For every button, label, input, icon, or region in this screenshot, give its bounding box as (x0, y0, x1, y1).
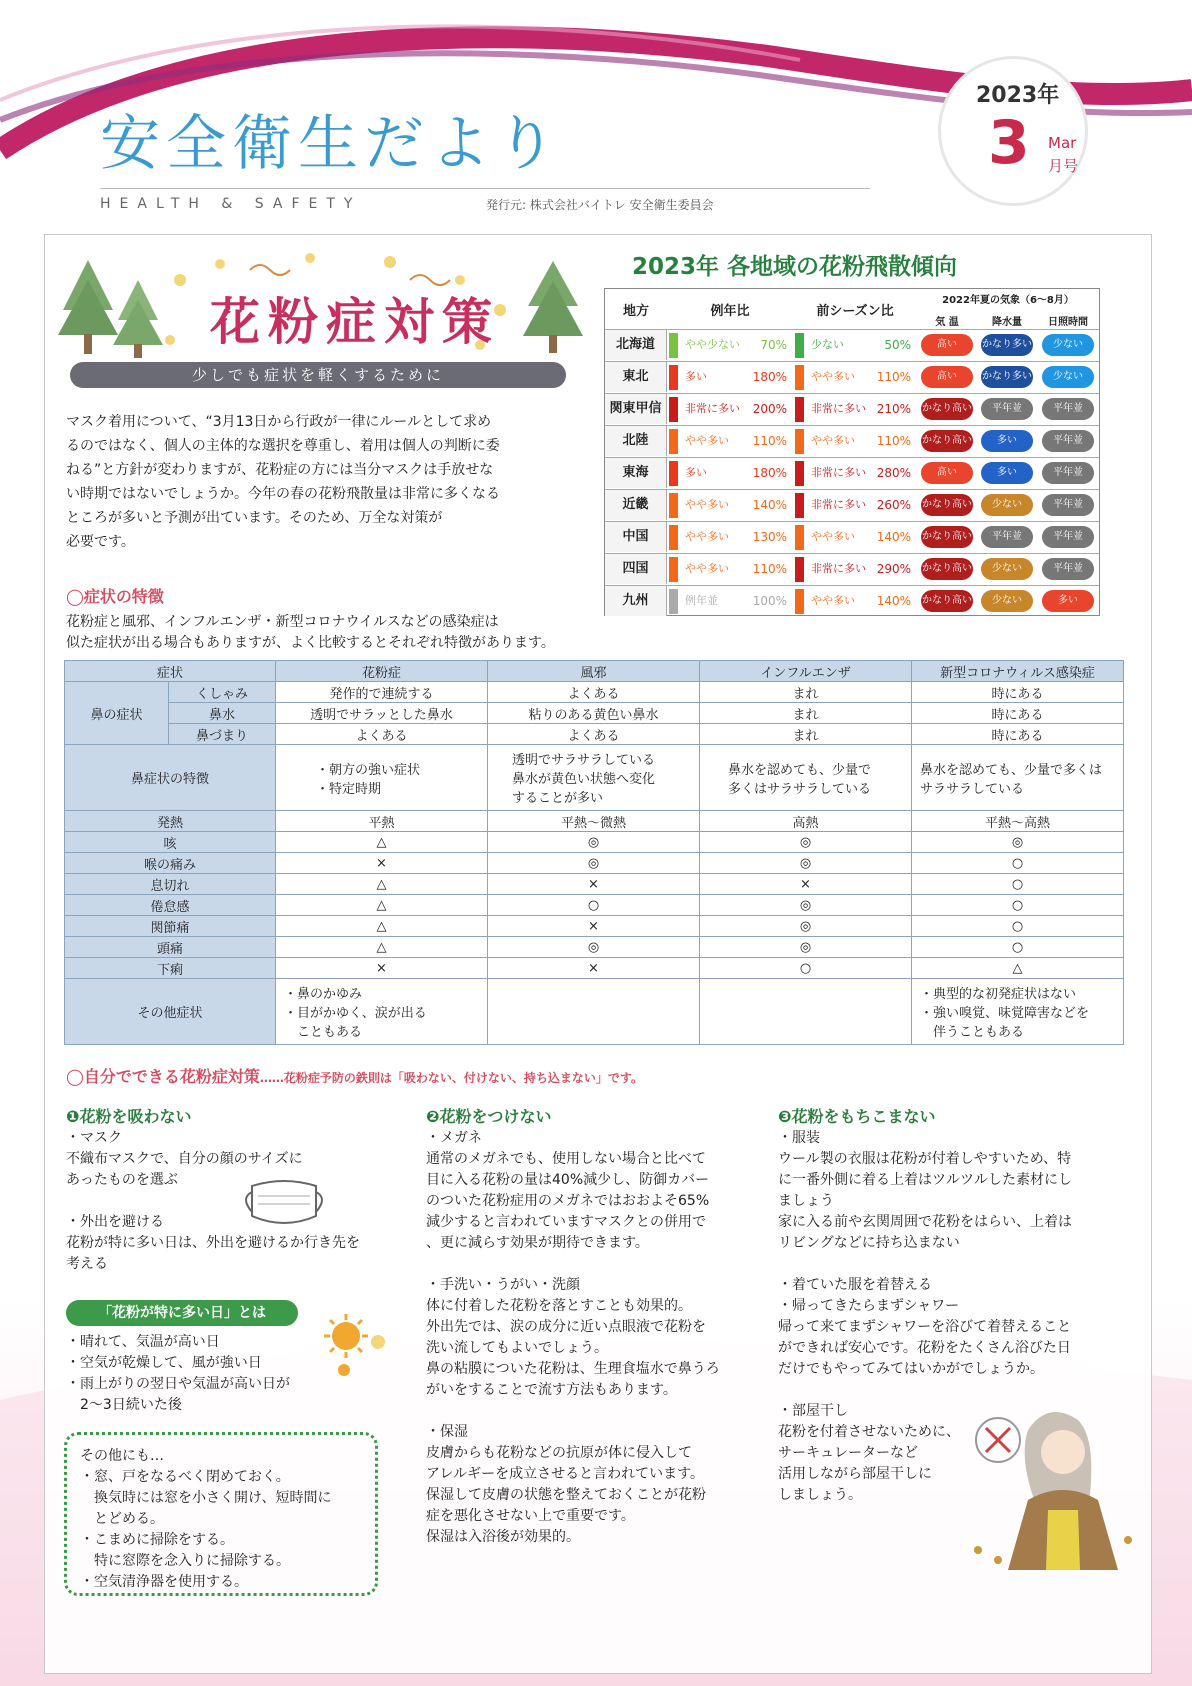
table-cell: ◎ (488, 853, 700, 874)
avg-percent: 100% (752, 594, 787, 608)
col3-line: だけでもやってみてはいかがでしょうか。 (778, 1361, 1044, 1377)
row-label: その他症状 (65, 979, 276, 1045)
high-pollen-day-badge: 「花粉が特に多い日」とは (66, 1300, 298, 1326)
table-cell: △ (276, 832, 488, 853)
col3-line: に一番外側に着る上着はツルツルした素材にし (778, 1172, 1072, 1188)
col3-line: 活用しながら部屋干しに (778, 1466, 932, 1482)
col2-line: 通常のメガネでも、使用しない場合と比べて (426, 1151, 706, 1167)
table-cell: まれ (700, 724, 912, 745)
rain-pill: かなり多い (981, 334, 1033, 356)
table-cell: 高熱 (700, 811, 912, 832)
prev-percent: 50% (884, 338, 911, 352)
other-tips-text (80, 1446, 380, 1593)
table-cell: 発作的で連続する (276, 682, 488, 703)
table-cell: ◎ (700, 895, 912, 916)
issue-month: 3 (988, 108, 1030, 178)
prev-level-bar (795, 461, 804, 486)
prev-label: やや多い (811, 530, 855, 543)
table-cell: 平熱 (276, 811, 488, 832)
pollen-region: 四国 (605, 554, 667, 584)
avg-level-bar (669, 333, 678, 358)
prev-level-bar (795, 397, 804, 422)
high-pollen-day-line: ・空気が乾燥して、風が強い日 (66, 1355, 262, 1371)
hero-subtitle: 少しでも症状を軽くするために (70, 362, 566, 388)
avg-level-bar (669, 365, 678, 390)
col2-line: 減少すると言われていますマスクとの併用で (426, 1214, 706, 1230)
woman-drying-laundry-illustration (968, 1400, 1158, 1580)
table-cell: ◎ (700, 937, 912, 958)
sun-pill: 平年並 (1042, 526, 1094, 548)
col2-line: 体に付着した花粉を落とすことも効果的。 (426, 1298, 692, 1314)
cell-line: 多くはサラサラしている (728, 781, 872, 797)
table-cell: ○ (912, 916, 1124, 937)
avg-label: やや多い (685, 434, 729, 447)
rain-pill: 平年並 (981, 526, 1033, 548)
rain-pill: 少ない (981, 558, 1033, 580)
table-cell: × (276, 958, 488, 979)
table-header: インフルエンザ (700, 661, 912, 682)
issue-label: 月号 (1048, 157, 1079, 175)
row-label: 頭痛 (65, 937, 276, 958)
cell-line: 透明でサラサラしている (512, 753, 656, 768)
table-cell: ○ (912, 895, 1124, 916)
prev-label: やや多い (811, 594, 855, 607)
table-header: 症状 (65, 661, 276, 682)
col2-line: がいをすることで流す方法もあります。 (426, 1382, 677, 1398)
col1-line: あったものを選ぶ (66, 1172, 178, 1188)
table-row (65, 895, 1124, 916)
sun-pill: 平年並 (1042, 558, 1094, 580)
cell-line: サラサラしている (920, 781, 1025, 797)
pollen-row (605, 425, 1099, 456)
col3-line (778, 1380, 1128, 1401)
table-cell: △ (276, 916, 488, 937)
avg-percent: 200% (752, 402, 787, 416)
table-cell (912, 745, 1124, 811)
table-cell: 透明でサラッとした鼻水 (276, 703, 488, 724)
symptoms-text: 似た症状が出る場合もありますが、よく比較するとそれぞれ特徴があります。 (66, 635, 555, 651)
prev-percent: 260% (876, 498, 911, 512)
col3-line: リビングなどに持ち込まない (778, 1235, 960, 1251)
temp-pill: かなり高い (921, 430, 973, 452)
cell-line: ・特定時期 (316, 781, 382, 797)
col2-line: 外出先では、涙の成分に近い点眼液で花粉を (426, 1319, 706, 1335)
col2-line (426, 1254, 766, 1275)
avg-label: 非常に多い (685, 402, 740, 415)
pollen-region: 北陸 (605, 426, 667, 456)
avg-level-bar (669, 429, 678, 454)
table-row (65, 832, 1124, 853)
avg-level-bar (669, 493, 678, 518)
col2-line: アレルギーを成立させると言われています。 (426, 1466, 704, 1482)
avg-level-bar (669, 589, 678, 614)
col2-text (426, 1128, 766, 1548)
high-pollen-day-line: 2〜3日続いた後 (66, 1397, 182, 1413)
table-cell: ○ (912, 853, 1124, 874)
col3-line: ・部屋干し (778, 1403, 848, 1419)
pollen-row (605, 521, 1099, 552)
avg-percent: 180% (752, 370, 787, 384)
avg-level-bar (669, 557, 678, 582)
prev-level-bar (795, 429, 804, 454)
other-tips-line: ・こまめに掃除をする。 (80, 1532, 234, 1548)
pollen-header-prev: 前シーズン比 (816, 304, 894, 319)
pollen-region: 関東甲信 (605, 394, 667, 424)
avg-percent: 70% (760, 338, 787, 352)
cell-line: 伴うこともある (920, 1025, 1025, 1040)
pollen-trend-table (604, 288, 1100, 616)
prev-label: 非常に多い (811, 466, 866, 479)
table-cell: 時にある (912, 724, 1124, 745)
prev-percent: 110% (876, 434, 911, 448)
table-cell: × (488, 916, 700, 937)
table-cell: △ (276, 895, 488, 916)
table-row (65, 916, 1124, 937)
pollen-header-rain: 降水量 (992, 317, 1022, 328)
mask-icon (238, 1174, 330, 1232)
measures-heading (66, 1064, 643, 1087)
cell-line: こともある (284, 1025, 363, 1040)
temp-pill: 高い (921, 334, 973, 356)
col1-line: ・マスク (66, 1130, 122, 1146)
col3-title: ❸花粉をもちこまない (778, 1107, 936, 1126)
table-cell: ○ (700, 958, 912, 979)
avg-percent: 110% (752, 434, 787, 448)
row-group-label: 鼻の症状 (65, 682, 169, 745)
col3-line: ・着ていた服を着替える (778, 1277, 932, 1293)
col3-line: しましょう。 (778, 1487, 862, 1503)
sun-pill: 少ない (1042, 366, 1094, 388)
col3-line: ましょう (778, 1193, 834, 1209)
cell-line: 鼻水を認めても、少量で多くは (920, 762, 1103, 778)
temp-pill: かなり高い (921, 558, 973, 580)
col3-line: ができれば安心です。花粉をたくさん浴びた日 (778, 1340, 1071, 1356)
prev-label: 非常に多い (811, 562, 866, 575)
col2-line: 症を悪化させない上で重要です。 (426, 1508, 635, 1524)
avg-label: やや多い (685, 498, 729, 511)
cell-line: ・目がかゆく、涙が出る (284, 1006, 427, 1021)
pollen-region: 近畿 (605, 490, 667, 520)
col2-line: 鼻の粘膜についた花粉は、生理食塩水で鼻うろ (426, 1361, 720, 1377)
pollen-header-region: 地方 (622, 304, 649, 319)
table-header: 新型コロナウィルス感染症 (912, 661, 1124, 682)
row-label: 喉の痛み (65, 853, 276, 874)
rain-pill: かなり多い (981, 366, 1033, 388)
publisher: 発行元: 株式会社バイトレ 安全衛生委員会 (486, 198, 714, 212)
table-cell: 時にある (912, 703, 1124, 724)
table-cell: △ (912, 958, 1124, 979)
cell-line: することが多い (512, 791, 604, 806)
table-cell: 平熱〜高熱 (912, 811, 1124, 832)
header-divider (100, 188, 870, 189)
table-cell: まれ (700, 682, 912, 703)
intro-line: ねる”と方針が変わりますが、花粉症の方には当分マスクは手放せな (66, 462, 494, 478)
intro-line: マスク着用について、“3月13日から行政が一律にルールとして求め (66, 414, 492, 430)
measures-heading-title: ◯自分でできる花粉症対策 (66, 1067, 260, 1086)
table-header: 花粉症 (276, 661, 488, 682)
sun-pill: 平年並 (1042, 398, 1094, 420)
pollen-region: 北海道 (605, 330, 667, 360)
table-cell: △ (276, 874, 488, 895)
table-row (65, 811, 1124, 832)
col1-line: 不織布マスクで、自分の顔のサイズに (66, 1151, 303, 1167)
sun-pill: 多い (1042, 590, 1094, 612)
prev-percent: 140% (876, 530, 911, 544)
col3-line: 花粉を付着させないために、 (778, 1424, 960, 1440)
prev-level-bar (795, 365, 804, 390)
col2-line: 目に入る花粉の量は40%減少し、防御カバー (426, 1172, 710, 1188)
temp-pill: 高い (921, 462, 973, 484)
sun-pill: 平年並 (1042, 430, 1094, 452)
pollen-row (605, 585, 1099, 616)
pollen-row (605, 553, 1099, 584)
table-row (65, 937, 1124, 958)
prev-level-bar (795, 333, 804, 358)
row-label: くしゃみ (169, 682, 276, 703)
prev-label: 少ない (811, 338, 844, 351)
table-cell: ◎ (700, 916, 912, 937)
hero-title: 花粉症対策 (210, 293, 500, 351)
temp-pill: 高い (921, 366, 973, 388)
col1-line: ・外出を避ける (66, 1214, 164, 1230)
rain-pill: 平年並 (981, 398, 1033, 420)
avg-label: 多い (685, 466, 707, 479)
tree-icon (58, 250, 168, 360)
other-tips-line: ・窓、戸をなるべく閉めておく。 (80, 1469, 290, 1485)
temp-pill: かなり高い (921, 590, 973, 612)
col3-line: サーキュレーターなど (778, 1445, 918, 1461)
pollen-region: 九州 (605, 586, 667, 616)
cell-line: 鼻水が黄色い状態へ変化 (512, 772, 656, 787)
high-pollen-day-line: ・雨上がりの翌日や気温が高い日が (66, 1376, 290, 1392)
temp-pill: かなり高い (921, 398, 973, 420)
table-cell: × (488, 958, 700, 979)
rain-pill: 少ない (981, 590, 1033, 612)
row-label: 息切れ (65, 874, 276, 895)
table-cell: × (700, 874, 912, 895)
pollen-row (605, 489, 1099, 520)
other-tips-line: その他にも… (80, 1448, 164, 1464)
row-label: 倦怠感 (65, 895, 276, 916)
table-cell: × (488, 874, 700, 895)
temp-pill: かなり高い (921, 494, 973, 516)
intro-line: 必要です。 (66, 534, 135, 550)
col2-line: 皮膚からも花粉などの抗原が体に侵入して (426, 1445, 692, 1461)
newsletter-title: 安全衛生だより (100, 109, 562, 179)
high-pollen-day-text (66, 1332, 366, 1416)
table-cell: 粘りのある黄色い鼻水 (488, 703, 700, 724)
prev-percent: 290% (876, 562, 911, 576)
table-cell: ○ (912, 937, 1124, 958)
col2-line: 、更に減らす効果が期待できます。 (426, 1235, 649, 1251)
prev-label: 非常に多い (811, 498, 866, 511)
pollen-region: 東北 (605, 362, 667, 392)
other-tips-line: とどめる。 (80, 1511, 164, 1527)
row-label: 鼻水 (169, 703, 276, 724)
col3-line: ウール製の衣服は花粉が付着しやすいため、特 (778, 1151, 1072, 1167)
pollen-region: 東海 (605, 458, 667, 488)
table-cell: 時にある (912, 682, 1124, 703)
table-cell: まれ (700, 703, 912, 724)
table-cell: ◎ (488, 937, 700, 958)
avg-percent: 180% (752, 466, 787, 480)
col2-title: ❷花粉をつけない (426, 1107, 552, 1126)
table-cell (276, 979, 488, 1045)
prev-percent: 110% (876, 370, 911, 384)
prev-label: 非常に多い (811, 402, 866, 415)
table-cell (488, 745, 700, 811)
issue-month-en: Mar (1048, 134, 1077, 152)
row-label: 鼻づまり (169, 724, 276, 745)
table-cell: 平熱〜微熱 (488, 811, 700, 832)
intro-text (66, 410, 586, 554)
table-cell (700, 745, 912, 811)
col2-line: ・保湿 (426, 1424, 468, 1440)
col2-line: ・メガネ (426, 1130, 482, 1146)
table-cell: ○ (912, 874, 1124, 895)
cell-line: ・強い嗅覚、味覚障害などを (920, 1006, 1090, 1021)
symptom-comparison-table (64, 660, 1124, 1045)
prev-level-bar (795, 589, 804, 614)
row-label: 下痢 (65, 958, 276, 979)
table-cell (488, 979, 700, 1045)
row-label: 関節痛 (65, 916, 276, 937)
table-cell: ◎ (700, 832, 912, 853)
pollen-header-summer: 2022年夏の気象（6〜8月） (942, 295, 1074, 306)
col2-line: ・手洗い・うがい・洗顔 (426, 1277, 580, 1293)
table-cell: よくある (488, 682, 700, 703)
pollen-header-avg: 例年比 (710, 304, 750, 319)
symptoms-text: 花粉症と風邪、インフルエンザ・新型コロナウイルスなどの感染症は (66, 614, 499, 630)
avg-level-bar (669, 461, 678, 486)
col3-line: 帰って来てまずシャワーを浴びて着替えること (778, 1319, 1072, 1335)
avg-percent: 140% (752, 498, 787, 512)
prev-percent: 280% (876, 466, 911, 480)
avg-percent: 130% (752, 530, 787, 544)
avg-level-bar (669, 397, 678, 422)
pollen-row (605, 361, 1099, 392)
table-row (65, 853, 1124, 874)
col3-line: ・帰ってきたらまずシャワー (778, 1298, 960, 1314)
prev-percent: 140% (876, 594, 911, 608)
row-label: 発熱 (65, 811, 276, 832)
pollen-header-sun: 日照時間 (1048, 317, 1088, 328)
avg-percent: 110% (752, 562, 787, 576)
col2-line: 保湿は入浴後が効果的。 (426, 1529, 580, 1545)
sun-pill: 少ない (1042, 334, 1094, 356)
col2-line: 洗い流してもよいでしょう。 (426, 1340, 608, 1356)
rain-pill: 多い (981, 462, 1033, 484)
prev-label: やや多い (811, 434, 855, 447)
avg-label: やや多い (685, 562, 729, 575)
table-row (65, 874, 1124, 895)
col1-title: ❶花粉を吸わない (66, 1107, 192, 1126)
other-tips-line: 換気時には窓を小さく開け、短時間に (80, 1490, 332, 1506)
row-label: 鼻症状の特徴 (65, 745, 276, 811)
col2-line (426, 1401, 766, 1422)
col2-line: 保湿して皮膚の状態を整えておくことが花粉 (426, 1487, 706, 1503)
rain-pill: 多い (981, 430, 1033, 452)
pollen-row (605, 457, 1099, 488)
col3-line: 家に入る前や玄関周囲で花粉をはらい、上着は (778, 1214, 1072, 1230)
sun-pill: 平年並 (1042, 462, 1094, 484)
table-cell (276, 745, 488, 811)
col2-line: のついた花粉症用のメガネではおおよそ65% (426, 1193, 710, 1209)
table-cell: △ (276, 937, 488, 958)
table-cell: ◎ (700, 853, 912, 874)
table-cell: ○ (488, 895, 700, 916)
col1-line: 花粉が特に多い日は、外出を避けるか行き先を (66, 1235, 360, 1251)
avg-label: やや多い (685, 530, 729, 543)
pollen-region: 中国 (605, 522, 667, 552)
table-cell (700, 979, 912, 1045)
other-tips-line: ・空気清浄器を使用する。 (80, 1574, 248, 1590)
table-cell: ◎ (488, 832, 700, 853)
table-cell: × (276, 853, 488, 874)
table-row (65, 958, 1124, 979)
prev-level-bar (795, 493, 804, 518)
avg-label: 多い (685, 370, 707, 383)
sun-pill: 平年並 (1042, 494, 1094, 516)
table-cell: ◎ (912, 832, 1124, 853)
col3-line (778, 1254, 1128, 1275)
pollen-table-title: 2023年 各地域の花粉飛散傾向 (632, 254, 958, 280)
prev-level-bar (795, 525, 804, 550)
col1-line: 考える (66, 1256, 108, 1272)
cell-line: 鼻水を認めても、少量で (728, 762, 872, 778)
col3-line: ・服装 (778, 1130, 820, 1146)
cell-line: ・朝方の強い症状 (316, 762, 421, 778)
prev-level-bar (795, 557, 804, 582)
sun-icon (322, 1310, 392, 1380)
avg-label: 例年並 (685, 594, 718, 607)
pollen-header-temp: 気 温 (935, 317, 959, 328)
tree-icon (518, 256, 588, 356)
intro-line: ところが多いと予測が出ています。そのため、万全な対策が (66, 510, 443, 526)
cell-line: ・鼻のかゆみ (284, 987, 363, 1002)
cell-line: ・典型的な初発症状はない (920, 987, 1077, 1002)
issue-year: 2023年 (976, 83, 1060, 108)
table-cell: よくある (488, 724, 700, 745)
intro-line: い時期ではないでしょうか。今年の春の花粉飛散量は非常に多くなる (66, 486, 500, 502)
avg-label: やや少ない (685, 338, 740, 351)
symptoms-heading: ◯症状の特徴 (66, 587, 164, 606)
pollen-row (605, 329, 1099, 360)
temp-pill: かなり高い (921, 526, 973, 548)
table-header: 風邪 (488, 661, 700, 682)
intro-line: るのではなく、個人の主体的な選択を尊重し、着用は個人の判断に委 (66, 438, 500, 454)
pollen-row (605, 393, 1099, 424)
prev-percent: 210% (876, 402, 911, 416)
other-tips-line: 特に窓際を念入りに掃除する。 (80, 1553, 290, 1569)
row-label: 咳 (65, 832, 276, 853)
newsletter-subtitle: HEALTH & SAFETY (100, 196, 362, 212)
rain-pill: 少ない (981, 494, 1033, 516)
table-cell (912, 979, 1124, 1045)
high-pollen-day-line: ・晴れて、気温が高い日 (66, 1334, 220, 1350)
avg-level-bar (669, 525, 678, 550)
measures-heading-note: ……花粉症予防の鉄則は「吸わない、付けない、持ち込まない」です。 (259, 1071, 643, 1085)
prev-label: やや多い (811, 370, 855, 383)
table-cell: よくある (276, 724, 488, 745)
